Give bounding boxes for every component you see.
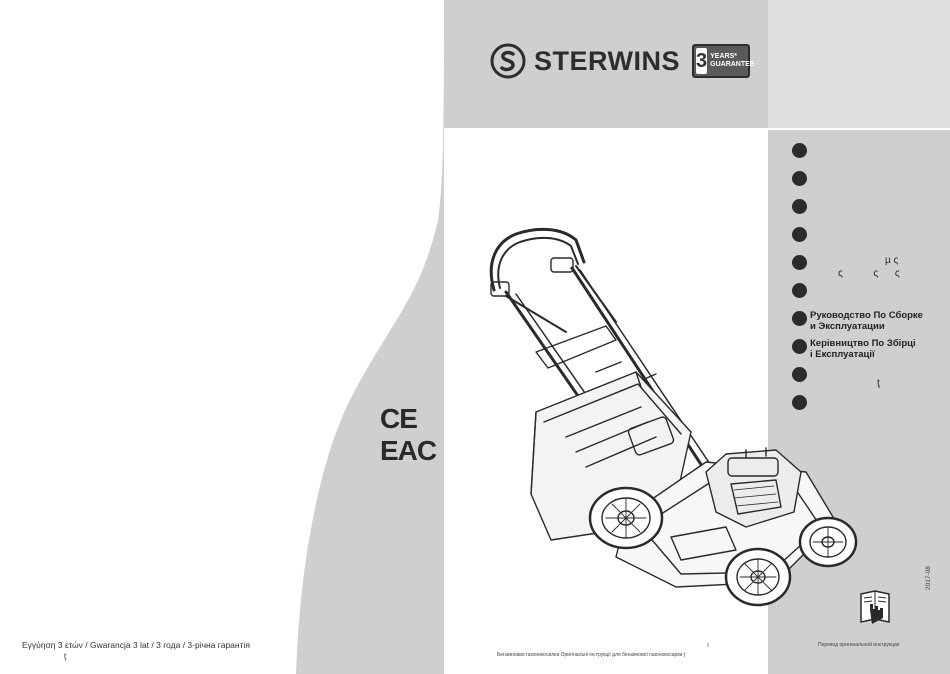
guarantee-badge: 3 YEARS* GUARANTEE [692,44,750,78]
divider [444,128,950,130]
language-label-greek-1: µ ς [885,255,899,266]
brand-logo [490,43,755,79]
date-code: 2017-08 [925,566,932,590]
language-bullet [792,199,807,214]
warranty-mark: ţ [64,652,67,661]
footer-translation-text: Перевод оригинальной инструкции [818,642,900,648]
certification-logo: CE EAC [380,403,437,466]
language-label-russian: Руководство По Сборке и Эксплуатации [810,310,923,332]
lawn-mower-illustration [476,222,861,627]
language-bullet [792,171,807,186]
language-label-ukrainian: Керівництво По Збірці і Експлуатації [810,338,916,360]
language-strip-top [768,0,950,128]
language-bullet [792,143,807,158]
read-manual-icon [858,588,892,628]
footer-mark: ı [707,642,709,649]
warranty-text: Εγγύηση 3 ετών / Gwarancja 3 lat / 3 года / 3-річна гарантія [22,640,250,650]
footer-product-text: Бензиновая газонокосилка Оригінальні інструкції для бензинової газонокосарки ţ [497,652,686,658]
language-label-romanian-mark: ţ [877,378,880,389]
language-label-greek-2: ς ς ς [838,268,900,279]
sterwins-s-icon [490,43,526,79]
brand-name: STERWINS [534,45,681,76]
